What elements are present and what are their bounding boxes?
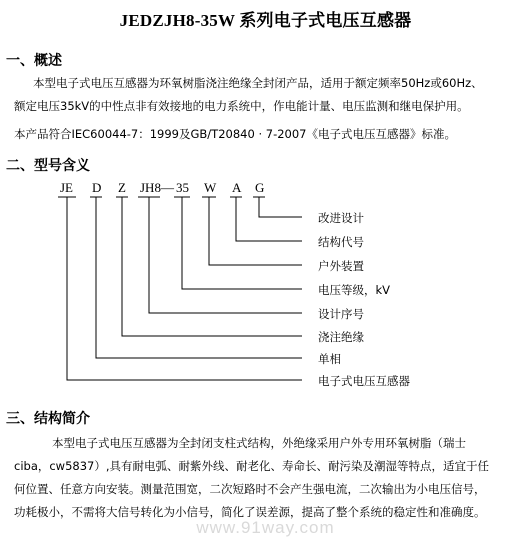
watermark: www.91way.com: [196, 518, 335, 537]
label-voltage-class: 电压等级，kV: [318, 283, 391, 297]
label-design-serial: 设计序号: [318, 307, 364, 321]
overview-line-1: 本型电子式电压互感器为环氧树脂浇注绝缘全封闭产品，适用于额定频率50Hz或60Hz、: [33, 76, 483, 90]
leader-W: [209, 197, 302, 265]
leader-D: [96, 197, 302, 358]
label-outdoor-device: 户外装置: [318, 259, 364, 273]
code-JE: JE: [60, 180, 73, 195]
section-heading-overview: 一、概述: [6, 53, 62, 69]
code-JH8: JH8: [140, 180, 161, 195]
leader-JH8: [149, 197, 302, 313]
code-W: W: [204, 180, 217, 195]
label-cast-insulation: 浇注绝缘: [318, 330, 364, 344]
code-Z: Z: [118, 180, 126, 195]
leader-A: [236, 197, 302, 241]
model-code-diagram: [0, 178, 531, 396]
overview-standard: 本产品符合IEC60044-7：1999及GB/T20840 · 7-2007《电子式电压互感器》标准。: [14, 127, 456, 141]
structure-line-2: ciba，cw5837）,具有耐电弧、耐紫外线、耐老化、寿命长、耐污染及潮湿等特点，适宜于任: [14, 459, 490, 473]
structure-line-1: 本型电子式电压互感器为全封闭支柱式结构，外绝缘采用户外专用环氧树脂（瑞士: [52, 436, 466, 450]
code-A: A: [232, 180, 242, 195]
structure-line-4: 功耗极小，不需将大信号转化为小信号，简化了误差源，提高了整个系统的稳定性和准确度。: [14, 505, 486, 519]
label-electronic-vt: 电子式电压互感器: [318, 374, 410, 388]
code-G: G: [255, 180, 265, 195]
section-heading-structure: 三、结构简介: [6, 411, 90, 427]
leader-35: [182, 197, 302, 289]
leader-G: [259, 197, 302, 217]
code-35: 35: [176, 180, 189, 195]
label-improved-design: 改进设计: [318, 211, 364, 225]
overview-line-2: 额定电压35kV的中性点非有效接地的电力系统中，作电能计量、电压监测和继电保护用。: [14, 99, 469, 113]
code-dash: —: [161, 180, 174, 195]
code-D: D: [92, 180, 102, 195]
label-structure-code: 结构代号: [318, 235, 364, 249]
label-single-phase: 单相: [318, 352, 341, 366]
page-title: JEDZJH8-35W 系列电子式电压互感器: [119, 11, 412, 30]
section-heading-model: 二、型号含义: [6, 158, 90, 174]
structure-line-3: 何位置、任意方向安装。测量范围宽，二次短路时不会产生强电流，二次输出为小电压信号，: [14, 482, 486, 496]
